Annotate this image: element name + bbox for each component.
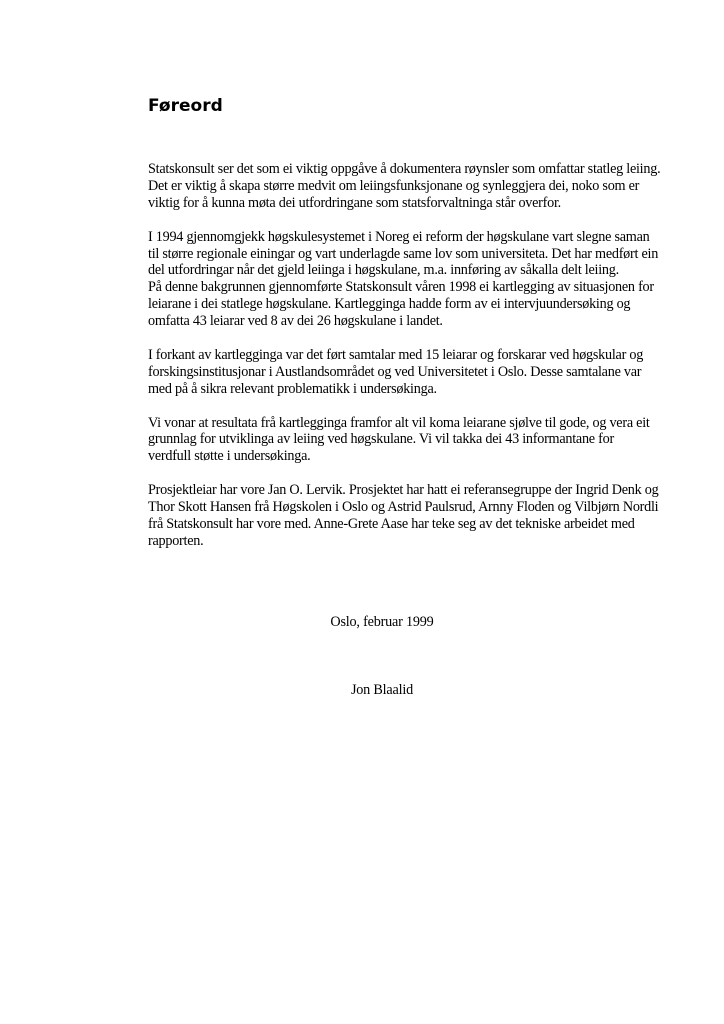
text-line: med på å sikra relevant problematikk i undersøkinga.	[148, 380, 437, 397]
text-line: frå Statskonsult har vore med. Anne-Grete Aase har teke seg av det tekniske arbeidet med	[148, 515, 635, 532]
text-line: På denne bakgrunnen gjennomførte Statskonsult våren 1998 ei kartlegging av situasjonen for	[148, 279, 654, 296]
paragraph	[148, 347, 708, 398]
paragraph	[148, 161, 708, 212]
text-line: til større regionale einingar og vart underlagde same lov som universiteta. Det har medført ein	[148, 245, 659, 262]
text-line: Vi vonar at resultata frå kartlegginga framfor alt vil koma leiarane sjølve til gode, og vera eit	[148, 414, 650, 431]
preface-body	[148, 161, 708, 567]
text-line: Thor Skott Hansen frå Høgskolen i Oslo og Astrid Paulsrud, Arnny Floden og Vilbjørn Nordli	[148, 499, 659, 516]
text-line: omfatta 43 leiarar ved 8 av dei 26 høgskulane i landet.	[148, 313, 443, 330]
text-line: viktig for å kunna møta dei utfordringane som statsforvaltninga står overfor.	[148, 194, 561, 211]
text-line: forskingsinstitusjonar i Austlandsområdet og ved Universitetet i Oslo. Desse samtalane var	[148, 363, 642, 380]
text-line: grunnlag for utviklinga av leiing ved høgskulane. Vi vil takka dei 43 informantane for	[148, 431, 614, 448]
text-line: leiarane i dei statlege høgskulane. Kartlegginga hadde form av ei intervjuundersøking og	[148, 296, 631, 313]
text-line: Prosjektleiar har vore Jan O. Lervik. Prosjektet har hatt ei referansegruppe der Ingrid Denk og	[148, 482, 659, 499]
text-line: verdfull støtte i undersøkinga.	[148, 448, 311, 465]
text-line: I forkant av kartlegginga var det ført samtalar med 15 leiarar og forskarar ved høgskular og	[148, 346, 644, 363]
signature-place-date: Oslo, februar 1999	[330, 614, 434, 630]
paragraph	[148, 415, 708, 466]
page-title: Føreord	[148, 96, 223, 116]
text-line: Det er viktig å skapa større medvit om leiingsfunksjonane og synleggjera dei, noko som er	[148, 177, 640, 194]
text-line: Statskonsult ser det som ei viktig oppgåve å dokumentera røynsler som omfattar statleg leiing.	[148, 161, 661, 177]
text-line: del utfordringar når det gjeld leiinga i høgskulane, m.a. innføring av såkalla delt leiing.	[148, 262, 619, 279]
text-line: rapporten.	[148, 532, 204, 549]
paragraph	[148, 229, 708, 330]
signature-name: Jon Blaalid	[350, 682, 414, 698]
paragraph	[148, 482, 708, 550]
text-line: I 1994 gjennomgjekk høgskulesystemet i Noreg ei reform der høgskulane vart slegne saman	[148, 228, 650, 245]
